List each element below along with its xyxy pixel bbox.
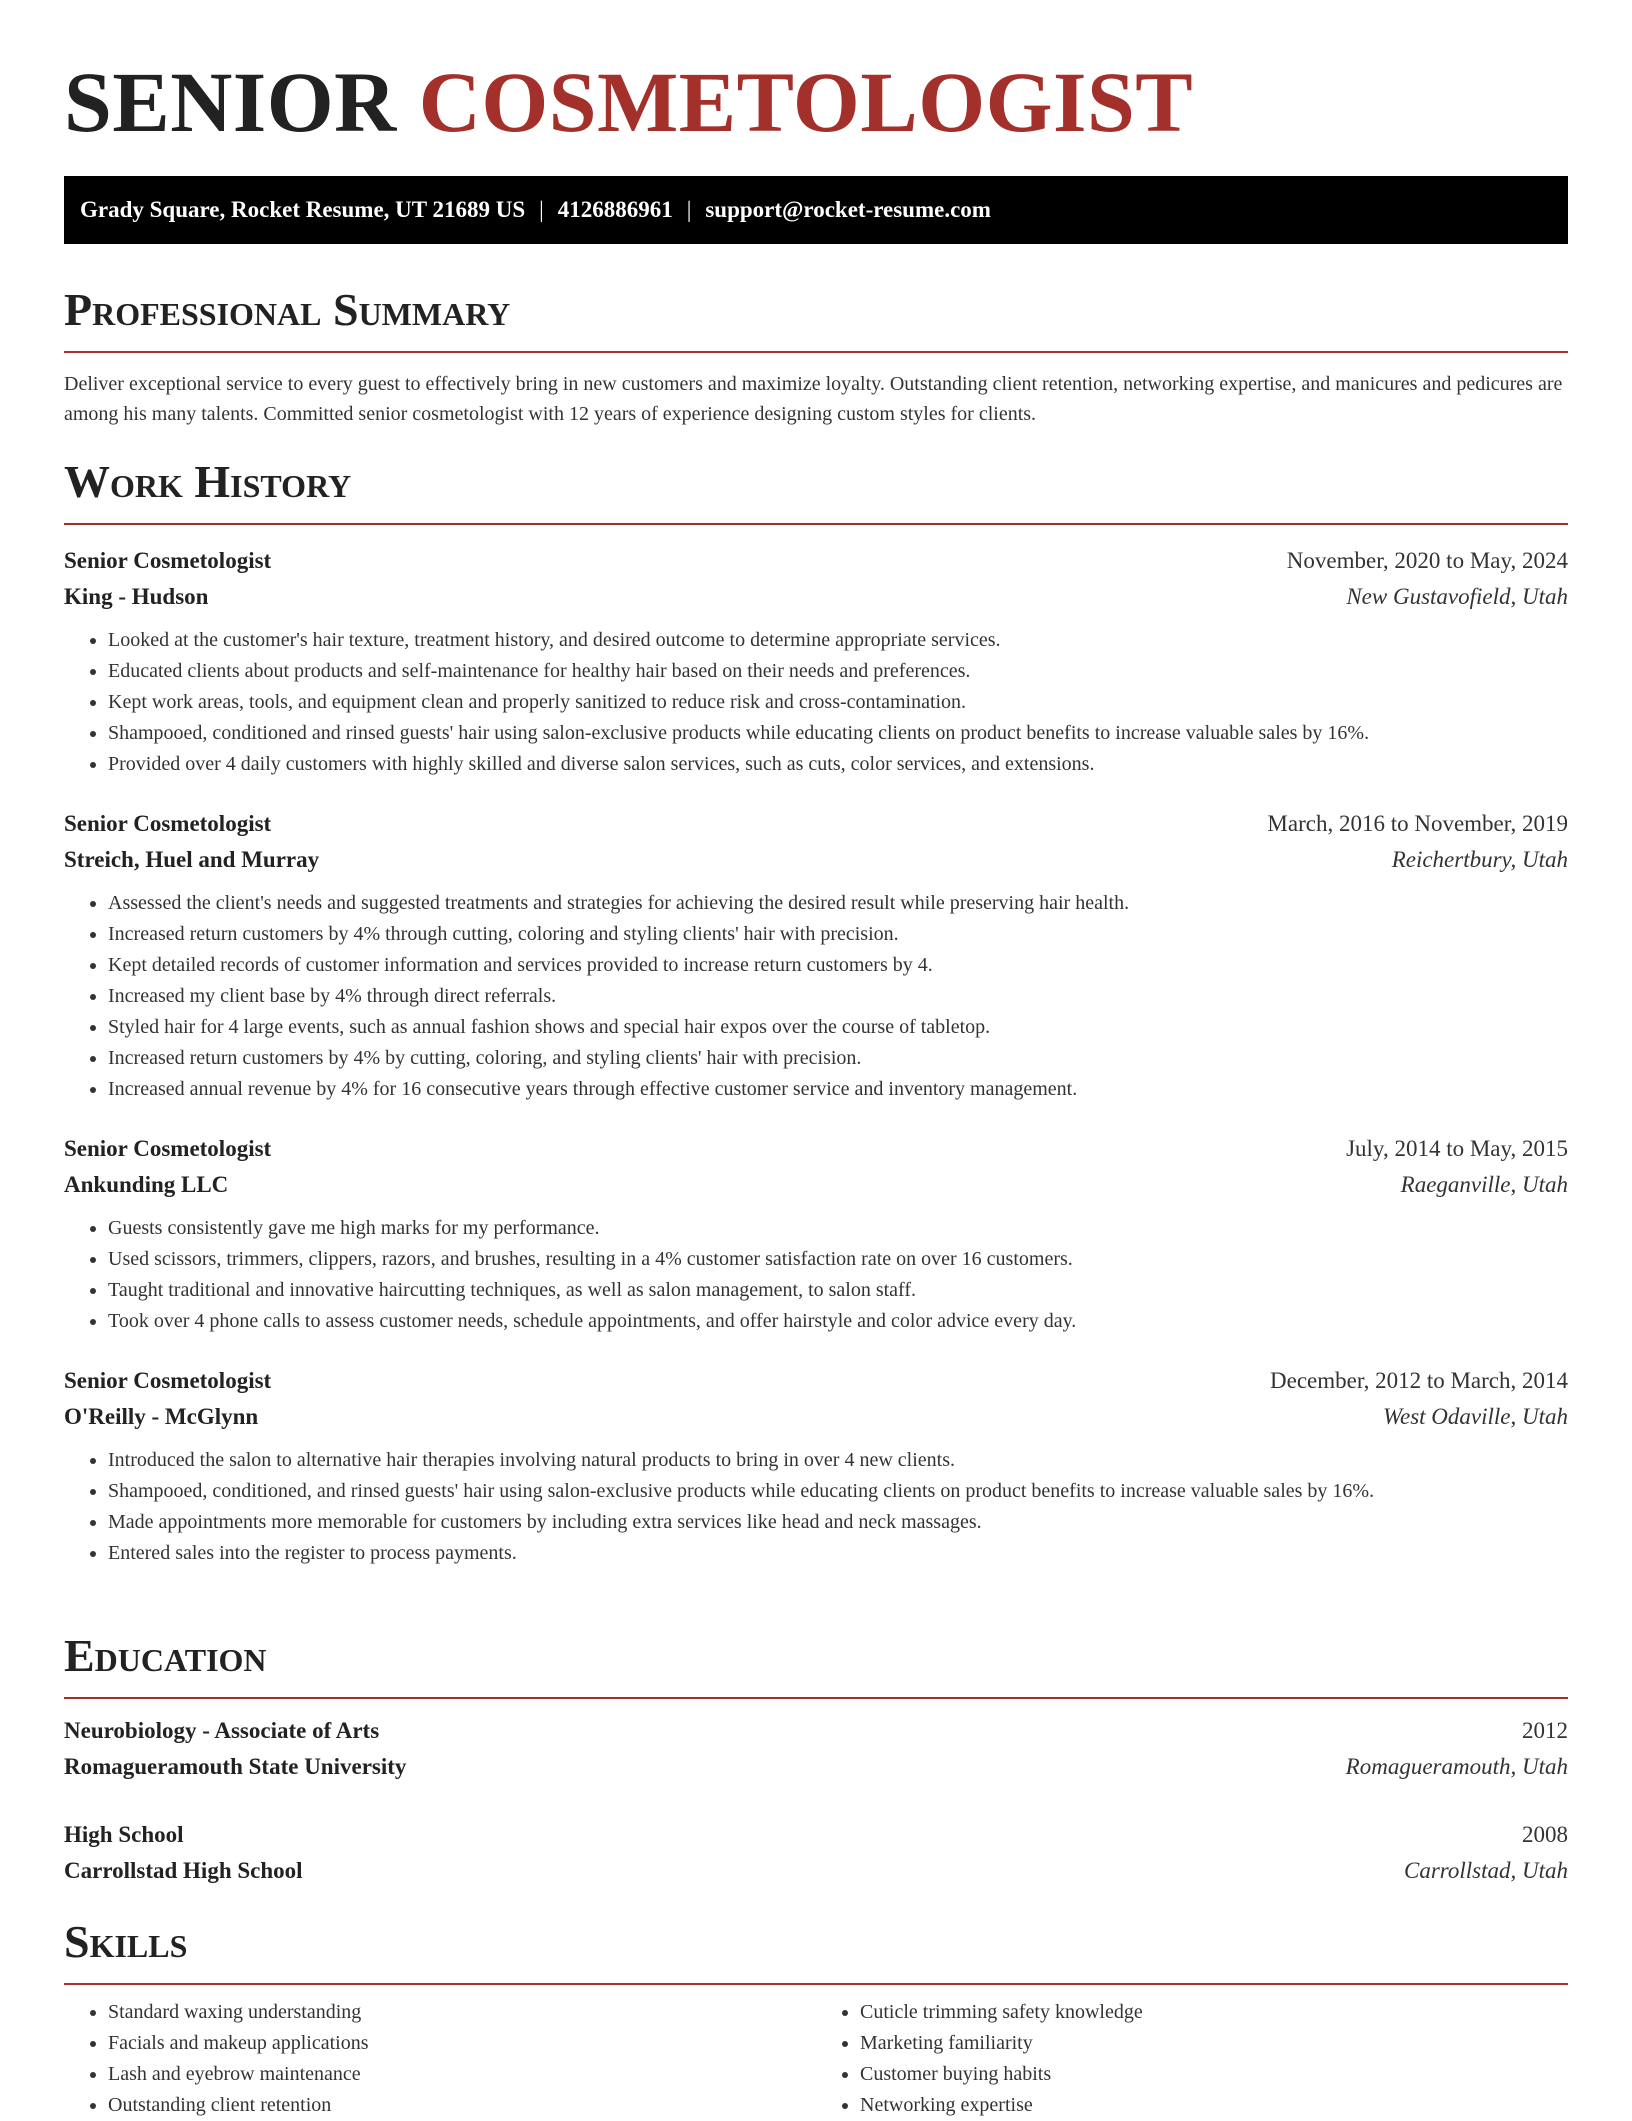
job-title: Senior Cosmetologist [64, 811, 272, 836]
list-item: • Increased return customers by 4% by cutting, coloring, and styling clients' hair with precision. [108, 1043, 1568, 1074]
list-item: • Standard waxing understanding [108, 1997, 816, 2028]
job-entry [64, 543, 1568, 780]
list-item: • Guests consistently gave me high marks for my performance. [108, 1213, 1568, 1244]
education-school: Carrollstad High School [64, 1858, 303, 1883]
skills-columns [64, 1997, 1568, 2121]
list-item: • Increased my client base by 4% through direct referrals. [108, 981, 1568, 1012]
list-item: • Outstanding client retention [108, 2090, 816, 2121]
list-item: • Shampooed, conditioned and rinsed guests' hair using salon-exclusive products while educating clients on product benefits to increase valuable sales by 16%. [108, 718, 1568, 749]
list-item: • Took over 4 phone calls to assess customer needs, schedule appointments, and offer hairstyle and color advice every day. [108, 1306, 1568, 1337]
list-item: • Provided over 4 daily customers with highly skilled and diverse salon services, such as cuts, color services, and extensions. [108, 749, 1568, 780]
summary-heading: Professional Summary [64, 282, 1568, 353]
job-company: Streich, Huel and Murray [64, 847, 320, 872]
list-item: • Facials and makeup applications [108, 2028, 816, 2059]
education-entry [64, 1713, 1568, 1785]
list-item: • Cuticle trimming safety knowledge [860, 1997, 1568, 2028]
contact-address: Grady Square, Rocket Resume, UT 21689 US [80, 197, 526, 222]
contact-separator: | [686, 197, 692, 222]
education-degree: High School [64, 1822, 184, 1847]
job-dates: July, 2014 to May, 2015 [1346, 1136, 1568, 1161]
job-company: King - Hudson [64, 584, 209, 609]
list-item: • Shampooed, conditioned, and rinsed guests' hair using salon-exclusive products while educating clients on product benefits to increase valuable sales by 16%. [108, 1476, 1568, 1507]
job-dates: March, 2016 to November, 2019 [1267, 811, 1568, 836]
job-location: Raeganville, Utah [1400, 1172, 1568, 1197]
education-school: Romagueramouth State University [64, 1754, 407, 1779]
list-item: • Lash and eyebrow maintenance [108, 2059, 816, 2090]
contact-phone[interactable]: 4126886961 [557, 197, 673, 222]
skills-list-right [816, 1997, 1568, 2121]
job-company: O'Reilly - McGlynn [64, 1404, 259, 1429]
job-dates: December, 2012 to March, 2014 [1270, 1368, 1568, 1393]
contact-bar [64, 176, 1568, 244]
skills-list-left [64, 1997, 816, 2121]
list-item: • Introduced the salon to alternative hair therapies involving natural products to bring in over 4 new clients. [108, 1445, 1568, 1476]
list-item: • Looked at the customer's hair texture, treatment history, and desired outcome to determine appropriate services. [108, 625, 1568, 656]
list-item: • Taught traditional and innovative haircutting techniques, as well as salon management, to salon staff. [108, 1275, 1568, 1306]
education-heading: Education [64, 1628, 1568, 1699]
education-section [64, 1628, 1568, 1889]
education-year: 2012 [1522, 1718, 1568, 1743]
education-degree: Neurobiology - Associate of Arts [64, 1718, 380, 1743]
job-bullets [64, 625, 1568, 780]
education-year: 2008 [1522, 1822, 1568, 1847]
list-item: • Educated clients about products and self-maintenance for healthy hair based on their needs and preferences. [108, 656, 1568, 687]
job-entry [64, 1363, 1568, 1569]
job-company: Ankunding LLC [64, 1172, 229, 1197]
job-bullets [64, 1213, 1568, 1337]
list-item: • Networking expertise [860, 2090, 1568, 2121]
list-item: • Assessed the client's needs and suggested treatments and strategies for achieving the desired result while preserving hair health. [108, 888, 1568, 919]
list-item: • Kept work areas, tools, and equipment clean and properly sanitized to reduce risk and cross-contamination. [108, 687, 1568, 718]
list-item: • Used scissors, trimmers, clippers, razors, and brushes, resulting in a 4% customer satisfaction rate on over 16 customers. [108, 1244, 1568, 1275]
list-item: • Marketing familiarity [860, 2028, 1568, 2059]
job-entry [64, 1131, 1568, 1337]
job-dates: November, 2020 to May, 2024 [1286, 548, 1568, 573]
education-location: Carrollstad, Utah [1403, 1858, 1568, 1883]
job-location: West Odaville, Utah [1382, 1404, 1568, 1429]
job-title: Senior Cosmetologist [64, 1368, 272, 1393]
summary-text: Deliver exceptional service to every guest to effectively bring in new customers and maximize loyalty. Outstanding client retention, networking expertise, and manicures and pedicures are among his many talents. Committed senior cosmetologist with 12 years of experience designing custom styles for clients. [64, 373, 1563, 425]
list-item: • Increased return customers by 4% through cutting, coloring and styling clients' hair with precision. [108, 919, 1568, 950]
job-title: Senior Cosmetologist [64, 1136, 272, 1161]
job-location: New Gustavofield, Utah [1346, 584, 1568, 609]
job-title: Senior Cosmetologist [64, 548, 272, 573]
contact-separator: | [539, 197, 544, 222]
title-word-cosmetologist: COSMETOLOGIST [418, 54, 1194, 150]
title-word-senior: SENIOR [64, 54, 397, 150]
resume-title [64, 52, 1193, 152]
work-history-heading: Work History [64, 454, 1568, 525]
skills-heading: Skills [64, 1914, 1568, 1985]
summary-section [64, 282, 1568, 429]
education-entry [64, 1817, 1568, 1889]
skills-section [64, 1914, 1568, 2121]
list-item: • Styled hair for 4 large events, such as annual fashion shows and special hair expos over the course of tabletop. [108, 1012, 1568, 1043]
list-item: • Made appointments more memorable for customers by including extra services like head and neck massages. [108, 1507, 1568, 1538]
contact-email[interactable]: support@rocket-resume.com [705, 197, 991, 222]
job-bullets [64, 888, 1568, 1105]
work-history-section [64, 454, 1568, 1569]
list-item: • Entered sales into the register to process payments. [108, 1538, 1568, 1569]
job-location: Reichertbury, Utah [1391, 847, 1568, 872]
list-item: • Increased annual revenue by 4% for 16 consecutive years through effective customer service and inventory management. [108, 1074, 1568, 1105]
job-entry [64, 806, 1568, 1105]
job-bullets [64, 1445, 1568, 1569]
list-item: • Customer buying habits [860, 2059, 1568, 2090]
education-location: Romagueramouth, Utah [1345, 1754, 1568, 1779]
list-item: • Kept detailed records of customer information and services provided to increase return customers by 4. [108, 950, 1568, 981]
